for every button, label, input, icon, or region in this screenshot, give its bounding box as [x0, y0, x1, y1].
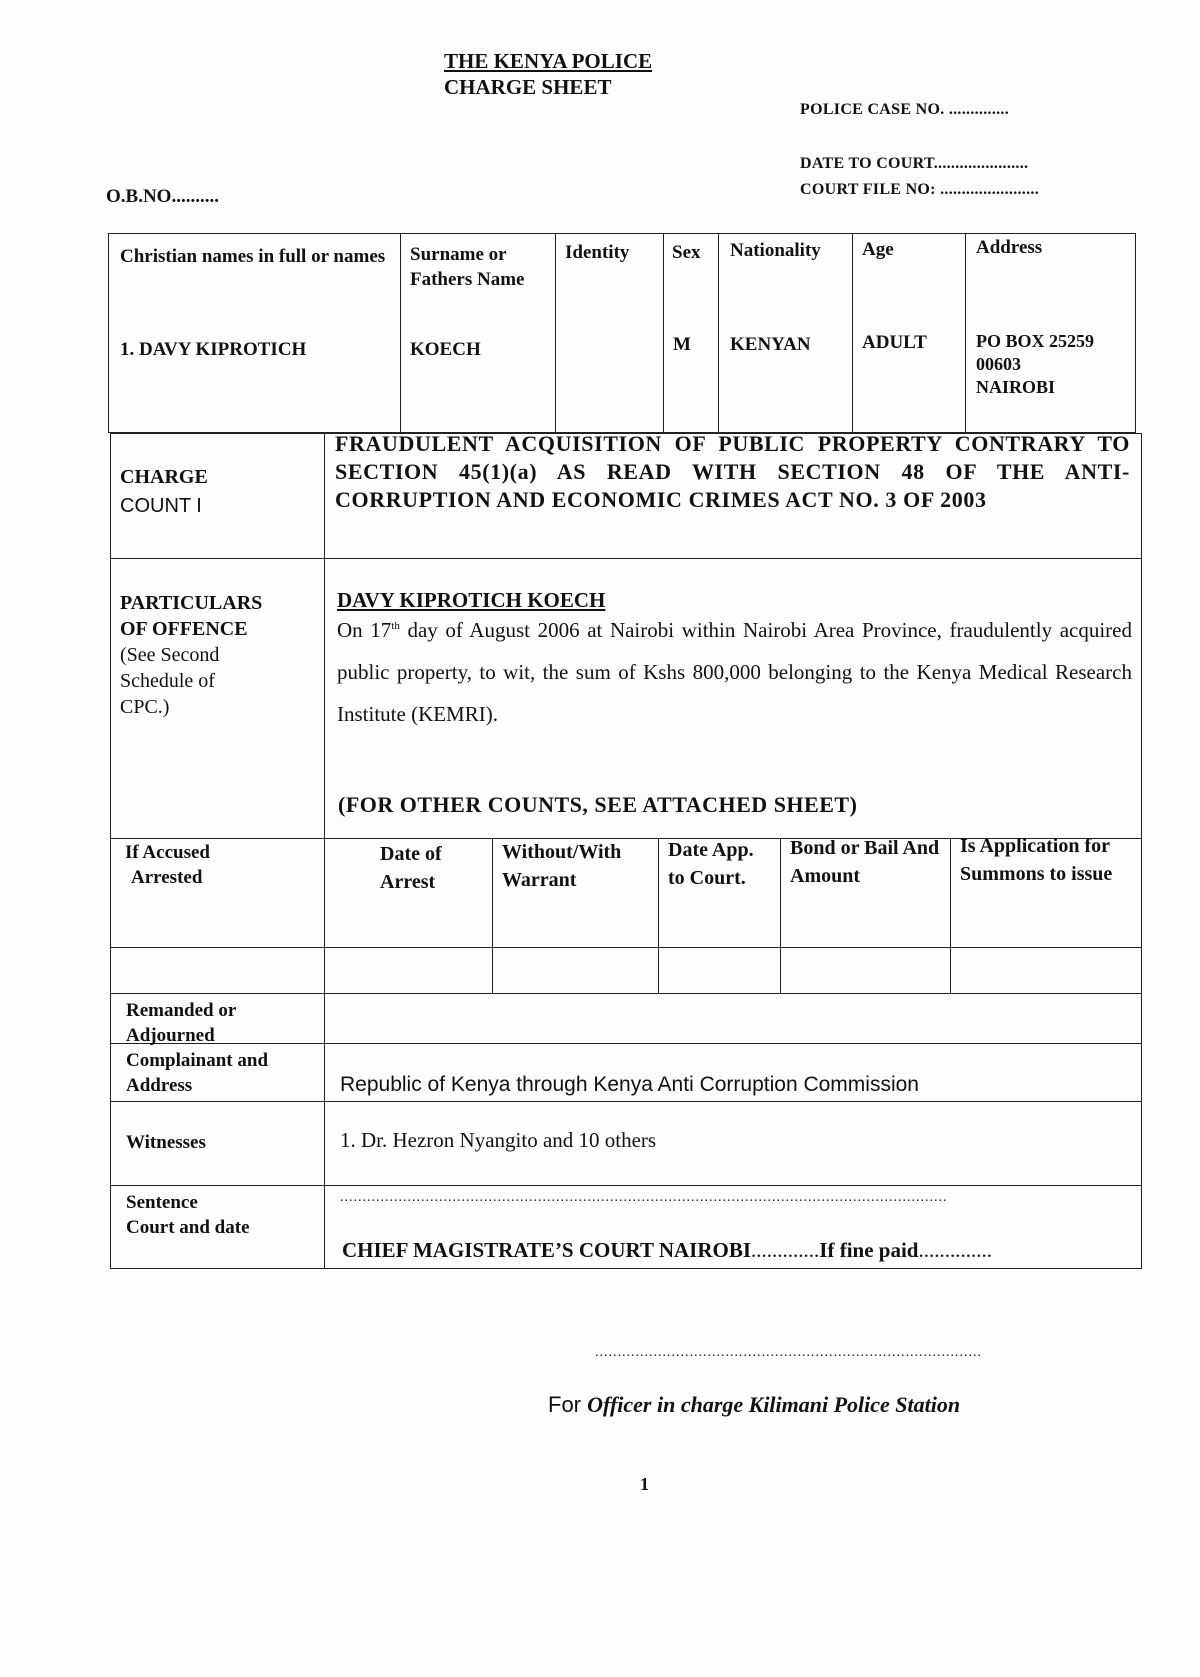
- sentence-dots: .......................................................................................................................................: [340, 1190, 948, 1205]
- particulars-label: [120, 590, 262, 720]
- complainant-label: Complainant and Address: [126, 1050, 269, 1096]
- header-nationality: Nationality: [730, 240, 821, 261]
- particulars-text-prefix: On 17: [337, 618, 392, 642]
- accused-sex: M: [673, 334, 691, 355]
- charge-label-line-2: COUNT I: [120, 495, 202, 517]
- accused-age: ADULT: [862, 332, 927, 353]
- sentence-label-line-1: Sentence: [126, 1192, 198, 1213]
- particulars-label-line-4: Schedule of: [120, 670, 215, 692]
- complainant-value: Republic of Kenya through Kenya Anti Corruption Commission: [340, 1073, 919, 1096]
- charge-text: FRAUDULENT ACQUISITION OF PUBLIC PROPERTY CONTRARY TO SECTION 45(1)(a) AS READ WITH SECTION 48 OF THE ANTI-CORRUPTION AND ECONOMIC CRIMES ACT NO. 3 OF 2003: [335, 431, 1130, 512]
- title-line-1: THE KENYA POLICE: [444, 49, 653, 73]
- warrant-header: Without/With Warrant: [502, 841, 622, 891]
- header-address: Address: [976, 237, 1043, 258]
- court-file-no: COURT FILE NO: .......................: [800, 181, 1040, 198]
- page-number: 1: [640, 1474, 649, 1494]
- sentence-fine-dots: ..............: [918, 1238, 992, 1262]
- witnesses-label: Witnesses: [126, 1132, 206, 1153]
- arrest-label-line-2: Arrested: [131, 867, 203, 888]
- sentence-court: CHIEF MAGISTRATE’S COURT NAIROBI: [342, 1238, 752, 1262]
- date-to-court: DATE TO COURT......................: [800, 155, 1029, 172]
- charge-label-line-1: CHARGE: [120, 466, 208, 488]
- charge-label: [120, 463, 208, 521]
- header-age: Age: [862, 239, 894, 260]
- particulars-text-body: day of August 2006 at Nairobi within Nairobi Area Province, fraudulently acquired public property, to wit, the sum of Kshs 800,000 belonging to the Kenya Medical Research Institute (KEMRI).: [337, 618, 1132, 726]
- header-sex: Sex: [672, 242, 701, 263]
- accused-surname: KOECH: [410, 339, 481, 360]
- remanded-label: Remanded or Adjourned: [126, 1000, 236, 1046]
- sentence-fine: If fine paid: [819, 1238, 919, 1262]
- header-surname: Surname or Fathers Name: [410, 244, 525, 290]
- document-title: [444, 48, 652, 100]
- arrest-label: [125, 840, 210, 890]
- address-line-2: 00603: [976, 354, 1021, 374]
- other-counts-note: (FOR OTHER COUNTS, SEE ATTACHED SHEET): [338, 792, 858, 817]
- sentence-label-line-2: Court and date: [126, 1217, 250, 1238]
- particulars-label-line-1: PARTICULARS: [120, 592, 263, 614]
- signature-officer: Officer in charge Kilimani Police Station: [587, 1392, 961, 1417]
- witnesses-value: 1. Dr. Hezron Nyangito and 10 others: [340, 1128, 657, 1152]
- address-line-1: PO BOX 25259: [976, 331, 1095, 351]
- particulars-text: [337, 605, 1132, 735]
- particulars-text-sup: th: [391, 620, 400, 632]
- signature-line: ......................................................................................: [595, 1345, 982, 1360]
- title-line-2: CHARGE SHEET: [444, 75, 612, 99]
- bond-header: Bond or Bail And Amount: [790, 837, 940, 887]
- sentence-label: [126, 1190, 250, 1240]
- address-line-3: NAIROBI: [976, 377, 1056, 397]
- date-app-header: Date App. to Court.: [668, 839, 754, 889]
- ob-no: O.B.NO..........: [106, 186, 219, 207]
- signature-caption: [548, 1392, 960, 1418]
- header-names: Christian names in full or names: [120, 246, 386, 267]
- particulars-label-line-3: (See Second: [120, 644, 220, 666]
- particulars-label-line-2: OF OFFENCE: [120, 618, 248, 640]
- sentence-court-dots: .............: [751, 1238, 820, 1262]
- particulars-label-line-5: CPC.): [120, 696, 170, 718]
- header-identity: Identity: [565, 242, 630, 263]
- sentence-court-line: [342, 1238, 992, 1263]
- arrest-label-line-1: If Accused: [125, 842, 210, 863]
- police-case-no: POLICE CASE NO. ..............: [800, 101, 1010, 118]
- accused-address: [976, 330, 1094, 399]
- accused-names: 1. DAVY KIPROTICH: [120, 339, 307, 360]
- summons-header: Is Application for Summons to issue: [960, 835, 1113, 885]
- date-of-arrest-header: Date of Arrest: [380, 843, 442, 893]
- signature-prefix: For: [548, 1392, 588, 1417]
- particulars-accused-name: DAVY KIPROTICH KOECH: [337, 588, 606, 612]
- accused-nationality: KENYAN: [730, 334, 811, 355]
